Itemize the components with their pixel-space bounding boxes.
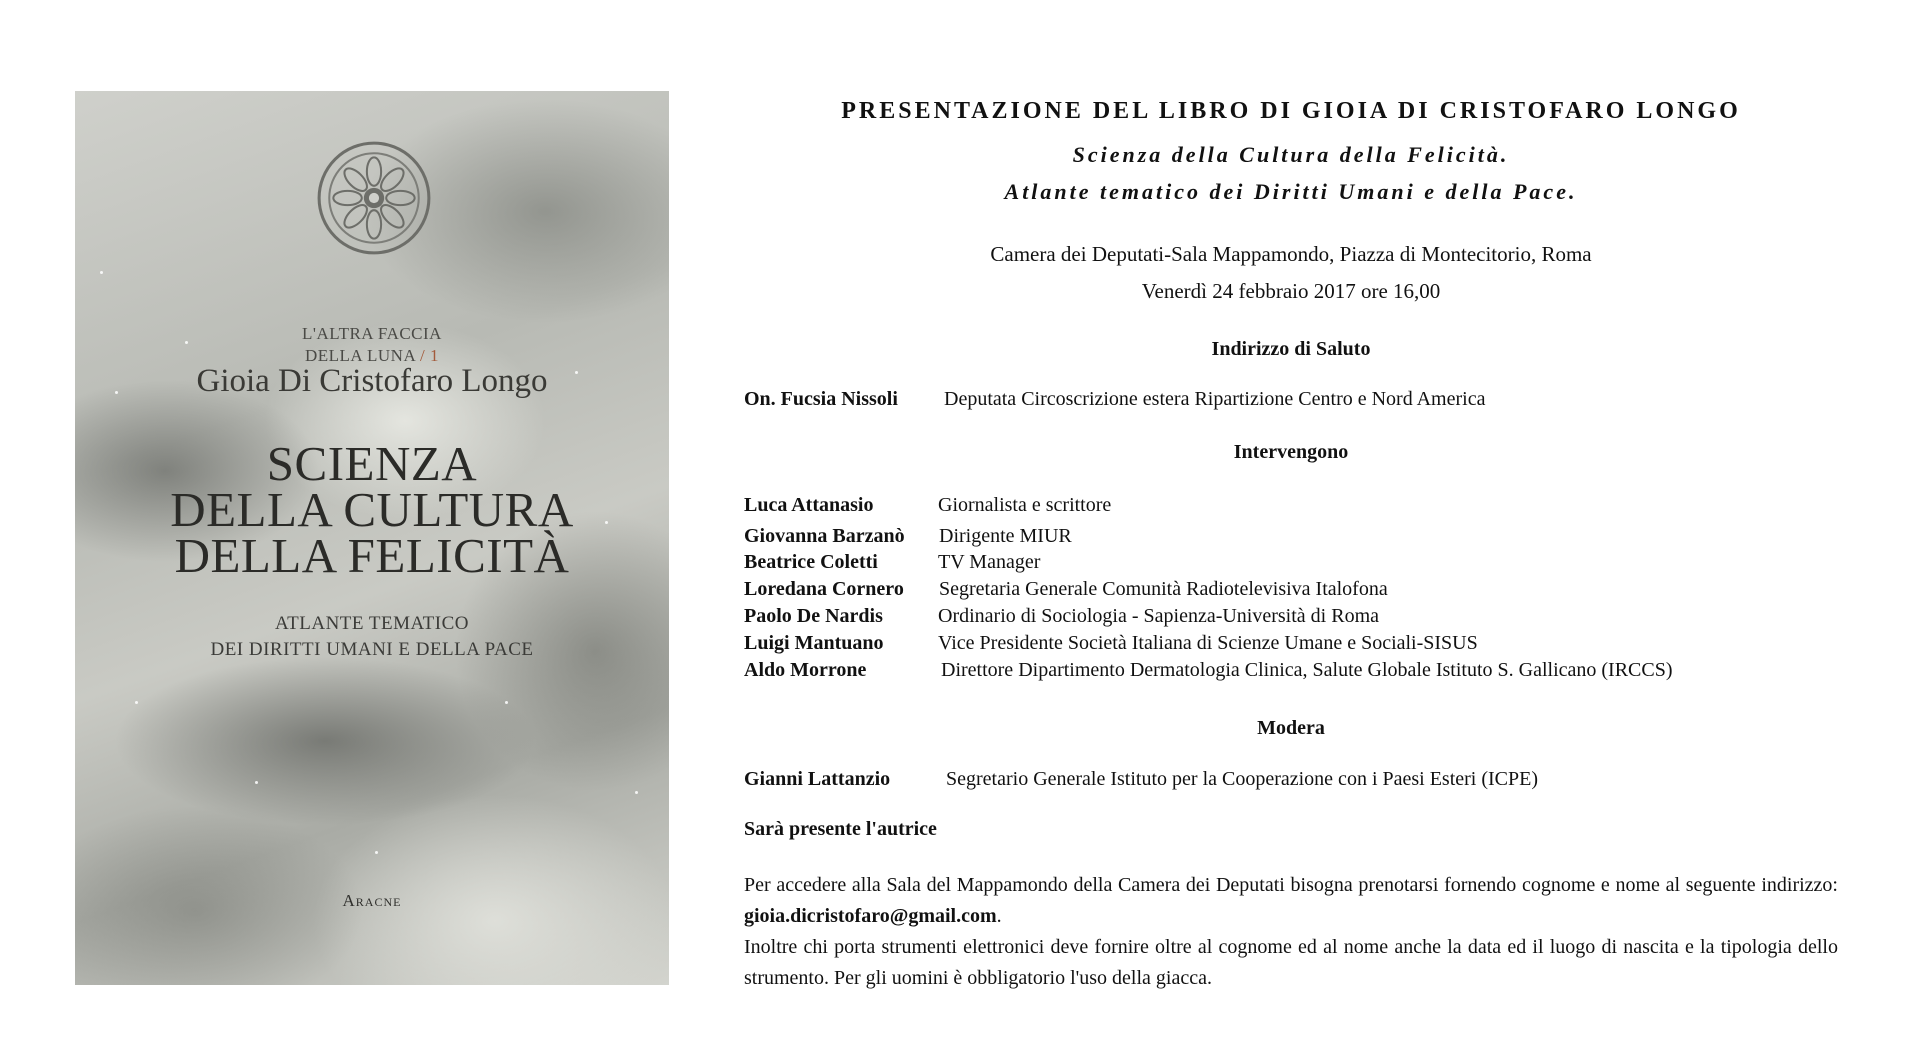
moderator-name: Gianni Lattanzio xyxy=(744,768,891,790)
greeting-name: On. Fucsia Nissoli xyxy=(744,388,898,410)
access-paragraph-2: Inoltre chi porta strumenti elettronici deve fornire oltre al cognome ed al nome anche la data ed il luogo di nascita e la tipologia dello strumento. Per gli uomini è obbligatorio l'uso della giacca. xyxy=(744,936,1838,989)
speaker-name: Aldo Morrone xyxy=(744,659,867,681)
speaker-name: Loredana Cornero xyxy=(744,578,904,600)
speaker-name: Luigi Mantuano xyxy=(744,632,884,654)
speaker-role: TV Manager xyxy=(938,551,1041,573)
moderator-row xyxy=(744,768,1539,791)
series-number: / 1 xyxy=(420,346,440,365)
speaker-row xyxy=(744,659,1673,682)
series-line-2: DELLA LUNA xyxy=(304,346,416,365)
access-text: Per accedere alla Sala del Mappamondo della Camera dei Deputati bisogna prenotarsi fornendo cognome e nome al seguente indirizzo: xyxy=(744,874,1838,896)
book-title-line-1: Scienza della Cultura della Felicità. xyxy=(1072,142,1510,167)
contact-email[interactable]: gioia.dicristofaro@gmail.com xyxy=(744,905,997,927)
speakers-heading: Intervengono xyxy=(1233,441,1349,463)
speaker-row xyxy=(744,578,1388,601)
speaker-row xyxy=(744,551,1041,574)
access-info xyxy=(744,870,1838,994)
series-line-1: L'ALTRA FACCIA xyxy=(302,324,442,343)
greeting-role: Deputata Circoscrizione estera Ripartizione Centro e Nord America xyxy=(944,388,1486,410)
access-paragraph-1 xyxy=(744,870,1838,932)
greeting-heading: Indirizzo di Saluto xyxy=(1211,338,1371,360)
speaker-role: Giornalista e scrittore xyxy=(938,494,1112,516)
cover-subtitle-line-2: DEI DIRITTI UMANI E DELLA PACE xyxy=(210,639,534,660)
cover-subtitle-line-1: ATLANTE TEMATICO xyxy=(275,613,469,634)
greeting-row xyxy=(744,388,1486,411)
speaker-row xyxy=(744,605,1380,628)
speaker-name: Beatrice Coletti xyxy=(744,551,878,573)
author-present-note: Sarà presente l'autrice xyxy=(744,818,937,840)
speaker-role: Vice Presidente Società Italiana di Scienze Umane e Sociali-SISUS xyxy=(938,632,1478,654)
cover-title-line-2: DELLA CULTURA xyxy=(170,482,574,537)
speaker-row xyxy=(744,525,1072,548)
cover-subtitle xyxy=(75,611,669,663)
event-date: Venerdì 24 febbraio 2017 ore 16,00 xyxy=(1141,279,1441,303)
speaker-row xyxy=(744,494,1112,517)
book-cover xyxy=(75,91,669,985)
speaker-role: Segretaria Generale Comunità Radiotelevisiva Italofona xyxy=(939,578,1388,600)
speaker-role: Direttore Dipartimento Dermatologia Clinica, Salute Globale Istituto S. Gallicano (IRCCS) xyxy=(941,659,1673,681)
event-headline: PRESENTAZIONE DEL LIBRO DI GIOIA DI CRISTOFARO LONGO xyxy=(841,98,1741,124)
speaker-row xyxy=(744,632,1478,655)
cover-title-line-1: SCIENZA xyxy=(266,436,478,491)
cover-publisher: Aracne xyxy=(342,891,402,910)
moderator-role: Segretario Generale Istituto per la Cooperazione con i Paesi Esteri (ICPE) xyxy=(946,768,1539,790)
speaker-name: Luca Attanasio xyxy=(744,494,874,516)
access-text-end: . xyxy=(996,905,1002,927)
speaker-role: Dirigente MIUR xyxy=(939,525,1072,547)
cover-title-line-3: DELLA FELICITÀ xyxy=(174,528,570,583)
event-venue: Camera dei Deputati-Sala Mappamondo, Piazza di Montecitorio, Roma xyxy=(990,242,1592,266)
speaker-name: Giovanna Barzanò xyxy=(744,525,905,547)
book-title-line-2: Atlante tematico dei Diritti Umani e della Pace. xyxy=(1004,179,1578,204)
series-label xyxy=(75,231,669,367)
cover-author: Gioia Di Cristofaro Longo xyxy=(196,363,548,399)
moderator-heading: Modera xyxy=(1257,717,1325,739)
speaker-name: Paolo De Nardis xyxy=(744,605,883,627)
speaker-role: Ordinario di Sociologia - Sapienza-Università di Roma xyxy=(938,605,1380,627)
cover-title xyxy=(75,436,669,583)
